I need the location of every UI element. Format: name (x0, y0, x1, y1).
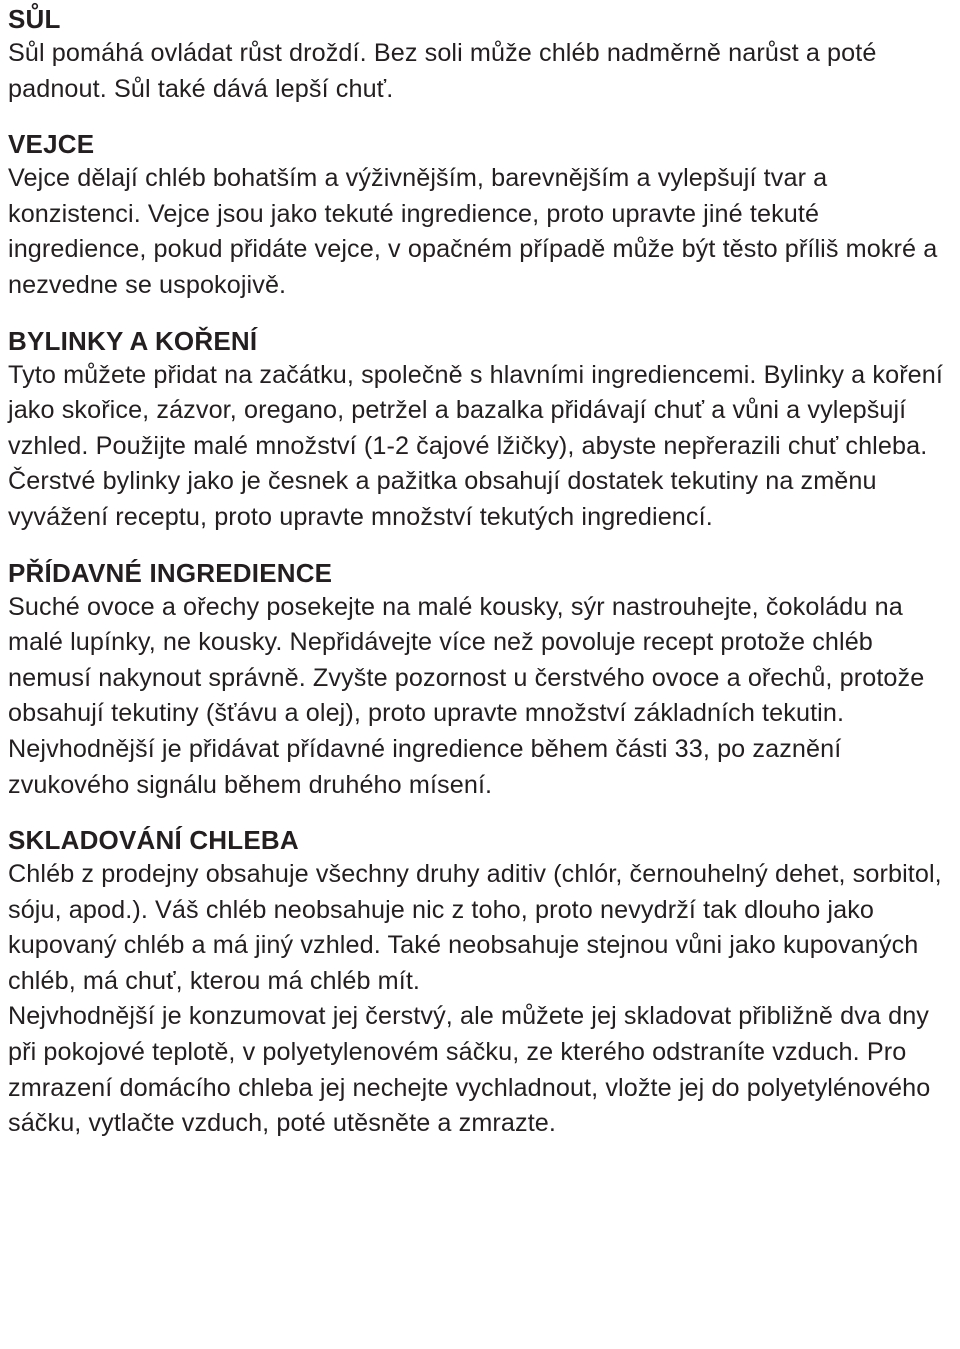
section-eggs (8, 127, 960, 303)
section-heading: BYLINKY A KOŘENÍ (8, 325, 258, 356)
section-paragraph: Chléb z prodejny obsahuje všechny druhy aditiv (chlór, černouhelný dehet, sorbitol, sóju, apod.). Váš chléb neobsahuje nic z toho, proto nevydrží tak dlouho jako kupovaný chléb a má jiný vzhled. Také neobsahuje stejnou vůni jako kupovaných chléb, má chuť, kterou má chléb mít. (8, 860, 942, 995)
section-bread-storage (8, 823, 960, 1142)
section-paragraph: Tyto můžete přidat na začátku, společně s hlavními ingrediencemi. Bylinky a koření jako skořice, zázvor, oregano, petržel a bazalka přidávají chuť a vůni a vylepšují vzhled. Použijte malé množství (1-2 čajové lžičky), abyste nepřerazili chuť chleba. Čerstvé bylinky jako je česnek a pažitka obsahují dostatek tekutiny na změnu vyvážení receptu, proto upravte množství tekutých ingrediencí. (8, 360, 943, 531)
section-paragraph: Suché ovoce a ořechy posekejte na malé kousky, sýr nastrouhejte, čokoládu na malé lupínky, ne kousky. Nepřidávejte více než povoluje recept protože chléb nemusí nakynout správně. Zvyšte pozornost u čerstvého ovoce a ořechů, protože obsahují tekutiny (šťávu a olej), proto upravte množství základních tekutin. Nejvhodnější je přidávat přídavné ingredience během části 33, po zaznění zvukového signálu během druhého mísení. (8, 592, 925, 799)
section-heading: PŘÍDAVNÉ INGREDIENCE (8, 557, 333, 588)
section-paragraph: Nejvhodnější je konzumovat jej čerstvý, ale můžete jej skladovat přibližně dva dny při pokojové teplotě, v polyetylenovém sáčku, ze kterého odstraníte vzduch. Pro zmrazení domácího chleba jej nechejte vychladnout, vložte jej do polyetylénového sáčku, vytlačte vzduch, poté utěsněte a zmrazte. (8, 1002, 931, 1138)
section-heading: VEJCE (8, 129, 95, 160)
section-additional-ingredients (8, 556, 960, 804)
section-paragraph: Vejce dělají chléb bohatším a výživnějším, barevnějším a vylepšují tvar a konzistenci. Vejce jsou jako tekuté ingredience, proto upravte jiné tekuté ingredience, pokud přidáte vejce, v opačném případě může být těsto příliš mokré a nezvedne se uspokojivě. (8, 164, 938, 299)
section-heading: SŮL (8, 4, 61, 34)
section-salt (8, 2, 960, 107)
section-herbs-spices (8, 324, 960, 536)
section-heading: SKLADOVÁNÍ CHLEBA (8, 825, 299, 856)
section-paragraph: Sůl pomáhá ovládat růst droždí. Bez soli může chléb nadměrně narůst a poté padnout. Sůl také dává lepší chuť. (8, 39, 877, 103)
